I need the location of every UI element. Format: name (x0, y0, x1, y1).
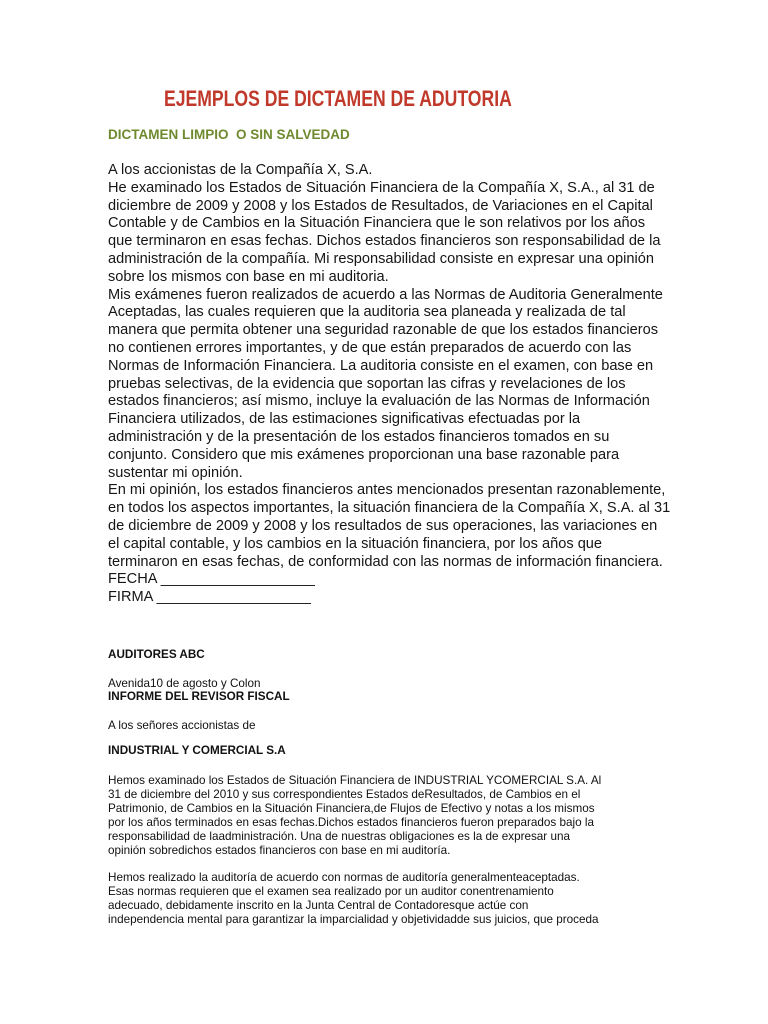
body-line: que terminaron en esas fechas. Dichos estados financieros son responsabilidad de la (108, 233, 661, 250)
firma-line: FIRMA ___________________ (108, 589, 311, 606)
paragraph-line: Patrimonio, de Cambios en la Situación Financiera,de Flujos de Efectivo y notas a los mismos (108, 802, 595, 815)
paragraph-line: independencia mental para garantizar la imparcialidad y objetividadde sus juicios, que proceda (108, 913, 599, 926)
body-line: no contienen errores importantes, y de que están preparados de acuerdo con las (108, 339, 632, 356)
body-line: sustentar mi opinión. (108, 464, 243, 481)
opinion-body (108, 162, 671, 607)
body-line: pruebas selectivas, de la evidencia que soportan las cifras y revelaciones de los (108, 375, 626, 392)
firm-name: AUDITORES ABC (108, 648, 205, 661)
paragraph-line: adecuado, debidamente inscrito en la Junta Central de Contadoresque actúe con (108, 899, 529, 912)
body-line: Contable y de Cambios en la Situación Financiera que le son relativos por los años (108, 215, 646, 232)
paragraph-line: Hemos realizado la auditoría de acuerdo con normas de auditoría generalmenteaceptadas. (108, 871, 580, 884)
body-line: administración de la compañía. Mi responsabilidad consiste en expresar una opinión (108, 250, 654, 267)
body-line: manera que permita obtener una seguridad razonable de que los estados financieros (108, 322, 659, 339)
addressee-line: A los señores accionistas de (108, 719, 256, 732)
body-line: administración y de la presentación de los estados financieros tomados en su (108, 428, 610, 445)
report-paragraph-2 (108, 871, 668, 927)
body-line: A los accionistas de la Compañía X, S.A. (108, 162, 373, 178)
body-line: de diciembre de 2009 y 2008 y los resultados de sus operaciones, las variaciones en (108, 517, 658, 534)
body-line: Mis exámenes fueron realizados de acuerdo a las Normas de Auditoria Generalmente (108, 286, 663, 303)
paragraph-line: Hemos examinado los Estados de Situación Financiera de INDUSTRIAL YCOMERCIAL S.A. Al (108, 774, 602, 787)
paragraph-line: por los años terminados en esas fechas.Dichos estados financieros fueron preparados bajo la (108, 816, 594, 829)
body-line: conjunto. Considero que mis exámenes proporcionan una base razonable para (108, 446, 620, 463)
firm-address: Avenida10 de agosto y Colon (108, 677, 261, 690)
body-line: sobre los mismos con base en mi auditoria. (108, 268, 389, 285)
body-line: estados financieros; así mismo, incluye la evaluación de las Normas de Información (108, 393, 650, 410)
paragraph-line: opinión sobredichos estados financieros con base en mi auditoría. (108, 844, 451, 857)
body-line: terminaron en esas fechas, de conformidad con las normas de información financiera. (108, 553, 663, 570)
body-line: Normas de Información Financiera. La auditoria consiste en el examen, con base en (108, 357, 654, 374)
company-name: INDUSTRIAL Y COMERCIAL S.A (108, 744, 286, 757)
body-line: en todos los aspectos importantes, la situación financiera de la Compañía X, S.A. al 31 (108, 500, 671, 517)
report-title: INFORME DEL REVISOR FISCAL (108, 690, 290, 703)
section-subtitle: DICTAMEN LIMPIO O SIN SALVEDAD (108, 127, 350, 142)
body-line: Financiera utilizados, de las estimaciones significativas efectuadas por la (108, 411, 581, 428)
paragraph-line: 31 de diciembre del 2010 y sus correspondientes Estados deResultados, de Cambios en el (108, 788, 581, 801)
body-line: En mi opinión, los estados financieros antes mencionados presentan razonablemente, (108, 482, 666, 499)
document-title: EJEMPLOS DE DICTAMEN DE ADUTORIA (164, 86, 512, 111)
body-line: diciembre de 2009 y 2008 y los Estados de Resultados, de Variaciones en el Capital (108, 197, 653, 214)
body-line: Aceptadas, las cuales requieren que la auditoria sea planeada y realizada de tal (108, 304, 626, 321)
report-paragraph-1 (108, 774, 668, 858)
paragraph-line: responsabilidad de laadministración. Una de nuestras obligaciones es la de expresar una (108, 830, 570, 843)
fecha-line: FECHA ___________________ (108, 571, 315, 588)
body-line: He examinado los Estados de Situación Financiera de la Compañía X, S.A., al 31 de (108, 179, 655, 196)
body-line: el capital contable, y los cambios en la situación financiera, por los años que (108, 535, 603, 552)
paragraph-line: Esas normas requieren que el examen sea realizado por un auditor conentrenamiento (108, 885, 554, 898)
